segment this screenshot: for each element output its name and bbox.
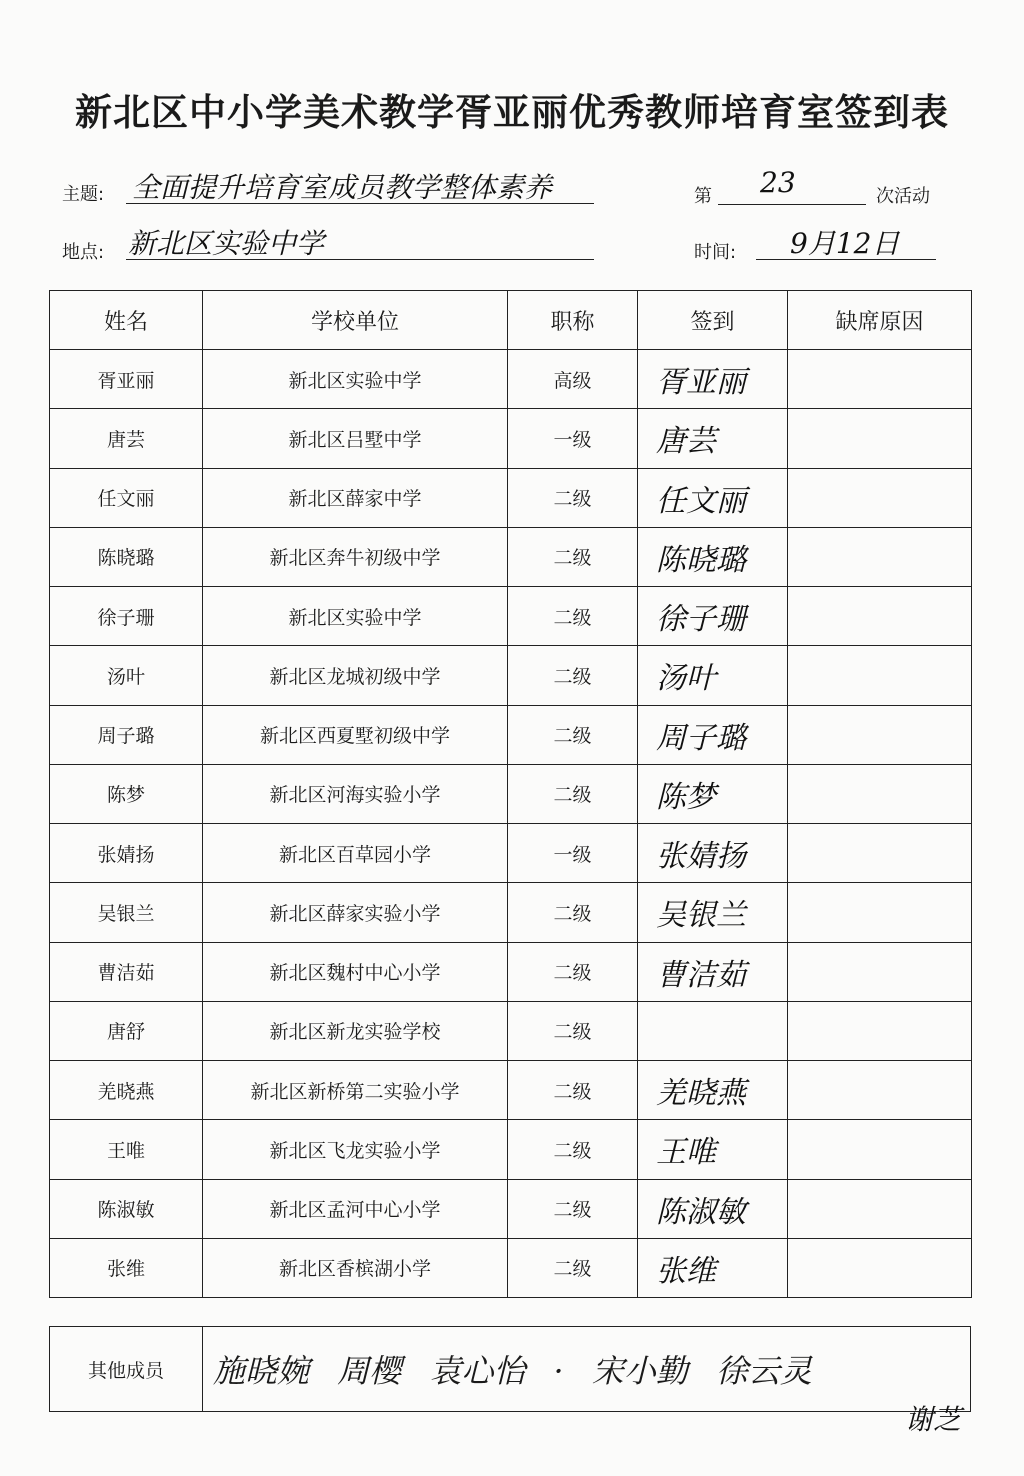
cell-title: 一级 — [508, 409, 638, 468]
cell-absence — [788, 1061, 972, 1120]
cell-name: 陈梦 — [50, 764, 203, 823]
session-suffix: 次活动 — [876, 186, 930, 207]
cell-school: 新北区龙城初级中学 — [203, 646, 508, 705]
cell-absence — [788, 409, 972, 468]
cell-name: 唐芸 — [50, 409, 203, 468]
cell-title: 二级 — [508, 764, 638, 823]
cell-school: 新北区薛家实验小学 — [203, 883, 508, 942]
cell-name: 羌晓燕 — [50, 1061, 203, 1120]
other-members-row — [50, 1327, 971, 1412]
cell-name: 徐子珊 — [50, 587, 203, 646]
session-value: 23 — [760, 166, 796, 199]
cell-signature: 羌晓燕 — [638, 1061, 788, 1120]
cell-name: 汤叶 — [50, 646, 203, 705]
cell-absence — [788, 587, 972, 646]
cell-signature: 王唯 — [638, 1120, 788, 1179]
table-row — [50, 1238, 972, 1297]
cell-title: 二级 — [508, 1061, 638, 1120]
cell-title: 二级 — [508, 942, 638, 1001]
cell-title: 二级 — [508, 1001, 638, 1060]
table-row — [50, 468, 972, 527]
cell-school: 新北区实验中学 — [203, 350, 508, 409]
place-label: 地点: — [62, 242, 105, 263]
cell-signature: 徐子珊 — [638, 587, 788, 646]
cell-signature: 吴银兰 — [638, 883, 788, 942]
cell-school: 新北区孟河中心小学 — [203, 1179, 508, 1238]
extra-signature: 谢芝 — [905, 1403, 962, 1436]
cell-school: 新北区飞龙实验小学 — [203, 1120, 508, 1179]
cell-absence — [788, 468, 972, 527]
table-row — [50, 1001, 972, 1060]
cell-title: 二级 — [508, 1179, 638, 1238]
table-header-row — [50, 291, 972, 350]
time-label: 时间: — [694, 242, 737, 263]
cell-absence — [788, 527, 972, 586]
cell-school: 新北区香槟湖小学 — [203, 1238, 508, 1297]
cell-signature: 陈晓璐 — [638, 527, 788, 586]
table-row — [50, 764, 972, 823]
cell-school: 新北区实验中学 — [203, 587, 508, 646]
cell-signature: 张维 — [638, 1238, 788, 1297]
cell-signature: 曹洁茹 — [638, 942, 788, 1001]
table-row — [50, 1061, 972, 1120]
cell-signature: 胥亚丽 — [638, 350, 788, 409]
table-row — [50, 527, 972, 586]
cell-title: 二级 — [508, 468, 638, 527]
cell-signature: 陈梦 — [638, 764, 788, 823]
cell-title: 二级 — [508, 1238, 638, 1297]
time-value: 9月12日 — [790, 227, 900, 260]
cell-name: 张婧扬 — [50, 824, 203, 883]
topic-label: 主题: — [62, 184, 105, 205]
table-row — [50, 646, 972, 705]
cell-absence — [788, 1120, 972, 1179]
col-header-name: 姓名 — [50, 291, 203, 350]
cell-school: 新北区奔牛初级中学 — [203, 527, 508, 586]
table-row — [50, 1179, 972, 1238]
cell-name: 陈淑敏 — [50, 1179, 203, 1238]
cell-school: 新北区吕墅中学 — [203, 409, 508, 468]
cell-absence — [788, 883, 972, 942]
cell-title: 二级 — [508, 705, 638, 764]
col-header-title: 职称 — [508, 291, 638, 350]
col-header-sign: 签到 — [638, 291, 788, 350]
table-row — [50, 705, 972, 764]
cell-absence — [788, 942, 972, 1001]
cell-absence — [788, 1179, 972, 1238]
other-members-label: 其他成员 — [50, 1327, 203, 1412]
sign-in-table — [49, 290, 972, 1298]
table-row — [50, 942, 972, 1001]
cell-school: 新北区百草园小学 — [203, 824, 508, 883]
topic-value: 全面提升培育室成员教学整体素养 — [132, 171, 553, 204]
cell-title: 二级 — [508, 587, 638, 646]
cell-school: 新北区西夏墅初级中学 — [203, 705, 508, 764]
table-row — [50, 883, 972, 942]
cell-school: 新北区薛家中学 — [203, 468, 508, 527]
cell-title: 二级 — [508, 527, 638, 586]
col-header-absence: 缺席原因 — [788, 291, 972, 350]
cell-signature: 唐芸 — [638, 409, 788, 468]
cell-name: 曹洁茹 — [50, 942, 203, 1001]
cell-absence — [788, 824, 972, 883]
table-row — [50, 350, 972, 409]
cell-signature: 汤叶 — [638, 646, 788, 705]
cell-absence — [788, 705, 972, 764]
cell-name: 张维 — [50, 1238, 203, 1297]
cell-signature: 周子璐 — [638, 705, 788, 764]
cell-school: 新北区魏村中心小学 — [203, 942, 508, 1001]
cell-name: 陈晓璐 — [50, 527, 203, 586]
cell-name: 吴银兰 — [50, 883, 203, 942]
cell-school: 新北区新龙实验学校 — [203, 1001, 508, 1060]
cell-signature: 陈淑敏 — [638, 1179, 788, 1238]
cell-absence — [788, 1001, 972, 1060]
cell-signature: 任文丽 — [638, 468, 788, 527]
place-value: 新北区实验中学 — [128, 227, 325, 260]
table-row — [50, 587, 972, 646]
cell-name: 任文丽 — [50, 468, 203, 527]
cell-school: 新北区河海实验小学 — [203, 764, 508, 823]
session-prefix: 第 — [694, 186, 712, 207]
cell-name: 胥亚丽 — [50, 350, 203, 409]
cell-signature: 张婧扬 — [638, 824, 788, 883]
cell-school: 新北区新桥第二实验小学 — [203, 1061, 508, 1120]
col-header-school: 学校单位 — [203, 291, 508, 350]
cell-absence — [788, 646, 972, 705]
other-members-signatures: 施晓婉 周樱 袁心怡 · 宋小勤 徐云灵 — [203, 1327, 971, 1412]
session-underline — [718, 204, 866, 205]
table-row — [50, 1120, 972, 1179]
cell-name: 周子璐 — [50, 705, 203, 764]
other-members-table — [49, 1326, 971, 1412]
cell-absence — [788, 1238, 972, 1297]
cell-title: 二级 — [508, 646, 638, 705]
cell-absence — [788, 350, 972, 409]
page-title: 新北区中小学美术教学胥亚丽优秀教师培育室签到表 — [75, 91, 949, 134]
cell-title: 高级 — [508, 350, 638, 409]
table-row — [50, 409, 972, 468]
cell-name: 唐舒 — [50, 1001, 203, 1060]
cell-signature — [638, 1001, 788, 1060]
cell-absence — [788, 764, 972, 823]
cell-title: 一级 — [508, 824, 638, 883]
cell-title: 二级 — [508, 1120, 638, 1179]
table-row — [50, 824, 972, 883]
cell-title: 二级 — [508, 883, 638, 942]
cell-name: 王唯 — [50, 1120, 203, 1179]
